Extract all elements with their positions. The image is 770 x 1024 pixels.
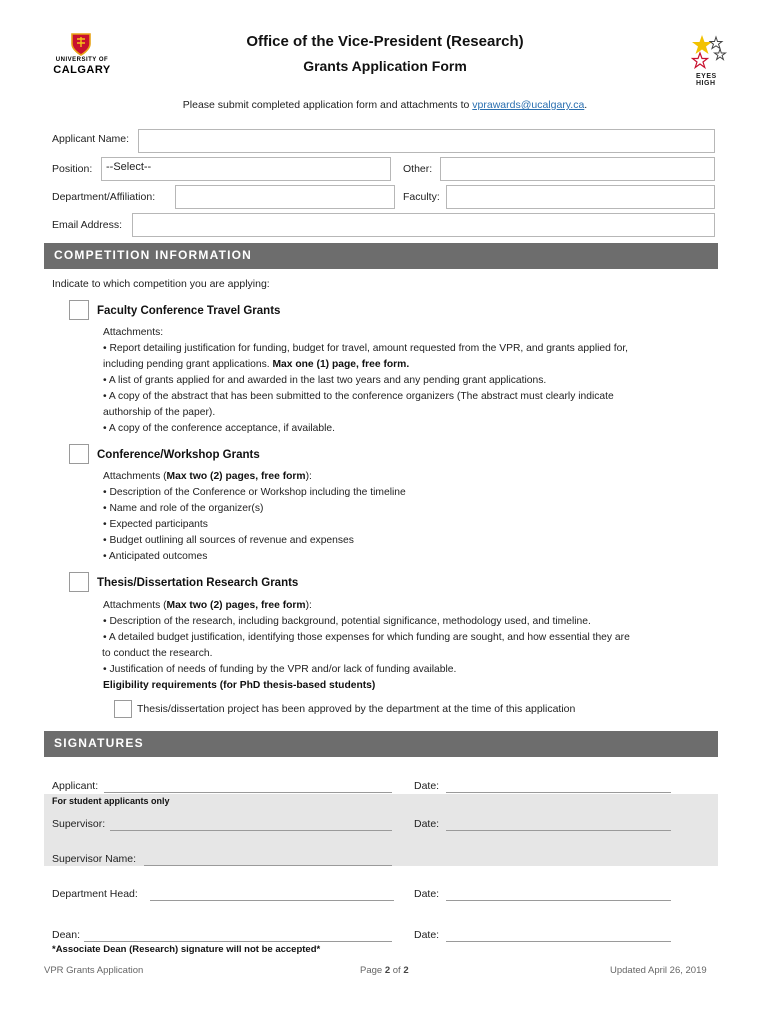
email-input[interactable] bbox=[132, 213, 715, 237]
supervisor-date-line[interactable] bbox=[446, 830, 671, 831]
supervisor-name-line[interactable] bbox=[144, 865, 392, 866]
applicant-date-line[interactable] bbox=[446, 792, 671, 793]
department-head-signature-line[interactable] bbox=[150, 900, 394, 901]
thesis-approval-label: Thesis/dissertation project has been approved by the department at the time of this application bbox=[137, 703, 576, 715]
thesis-approval-checkbox[interactable] bbox=[114, 700, 132, 718]
eligibility-heading: Eligibility requirements (for PhD thesis-based students) bbox=[103, 680, 376, 691]
thesis-grant-attachments: Attachments (Max two (2) pages, free form): • Description of the research, including background, potential significance, methodology used, and timeline. • A detailed budget justification, identifying those expenses for which funding are sought, and how essential they are to conduct the research. • Justification of needs of funding by the VPR and/or lack of funding available. Eligibility requirements (for PhD thesis-based students) bbox=[102, 600, 630, 691]
dean-date-line[interactable] bbox=[446, 941, 671, 942]
page-title: Office of the Vice-President (Research) bbox=[246, 33, 524, 50]
thesis-grant-checkbox[interactable] bbox=[69, 572, 89, 592]
workshop-grant-attachments: Attachments (Max two (2) pages, free form): • Description of the Conference or Workshop including the timeline • Name and role of the organizer(s) • Expected participants • Budget outlining all sources of revenue and expenses • Anticipated outcomes bbox=[103, 471, 406, 562]
logo-text-calgary: CALGARY bbox=[53, 64, 111, 76]
dean-date-label: Date: bbox=[414, 929, 440, 941]
footer-updated: Updated April 26, 2019 bbox=[610, 965, 707, 976]
supervisor-name-label: Supervisor Name: bbox=[52, 853, 137, 865]
dean-signature-line[interactable] bbox=[84, 941, 392, 942]
position-select[interactable] bbox=[101, 157, 391, 181]
position-label: Position: bbox=[52, 163, 93, 175]
department-head-date-line[interactable] bbox=[446, 900, 671, 901]
workshop-grant-title: Conference/Workshop Grants bbox=[97, 449, 260, 461]
travel-grant-attachments: Attachments: • Report detailing justification for funding, budget for travel, amount requested from the VPR, and grants applied for, including pending grant applications. Max one (1) page, free form. • A list of grants applied for and awarded in the last two years and any pending grant applications. • A copy of the abstract that has been submitted to the conference organizers (The abstract must clearly indicate authorship of the paper). • A copy of the conference acceptance, if available. bbox=[103, 327, 629, 434]
applicant-name-label: Applicant Name: bbox=[52, 133, 130, 145]
position-select-value: --Select-- bbox=[106, 161, 152, 173]
applicant-signature-label: Applicant: bbox=[52, 780, 99, 792]
page-subtitle: Grants Application Form bbox=[303, 58, 467, 74]
logo-text-university: UNIVERSITY OF bbox=[55, 57, 109, 63]
faculty-label: Faculty: bbox=[403, 191, 440, 203]
competition-section-header: COMPETITION INFORMATION bbox=[44, 243, 718, 269]
supervisor-signature-line[interactable] bbox=[110, 830, 392, 831]
supervisor-signature-label: Supervisor: bbox=[52, 818, 106, 830]
footer-left: VPR Grants Application bbox=[44, 965, 144, 976]
dean-signature-label: Dean: bbox=[52, 929, 81, 941]
competition-instruction: Indicate to which competition you are applying: bbox=[52, 278, 270, 290]
page-number: Page 2 of 2 bbox=[360, 965, 409, 976]
applicant-date-label: Date: bbox=[414, 780, 440, 792]
supervisor-date-label: Date: bbox=[414, 818, 440, 830]
dean-note: *Associate Dean (Research) signature will not be accepted* bbox=[52, 944, 321, 955]
email-label: Email Address: bbox=[52, 219, 123, 231]
thesis-grant-title: Thesis/Dissertation Research Grants bbox=[97, 577, 299, 589]
travel-grant-title: Faculty Conference Travel Grants bbox=[97, 305, 281, 317]
department-label: Department/Affiliation: bbox=[52, 191, 156, 203]
submit-instruction: Please submit completed application form and attachments to vprawards@ucalgary.ca. bbox=[182, 99, 588, 111]
travel-grant-checkbox[interactable] bbox=[69, 300, 89, 320]
eyes-high-text: EYES HIGH bbox=[696, 73, 717, 87]
department-input[interactable] bbox=[175, 185, 395, 209]
other-label: Other: bbox=[403, 163, 433, 175]
department-head-signature-label: Department Head: bbox=[52, 888, 138, 900]
applicant-signature-line[interactable] bbox=[104, 792, 392, 793]
student-note: For student applicants only bbox=[52, 796, 170, 806]
signatures-section-header: SIGNATURES bbox=[44, 731, 718, 757]
other-input[interactable] bbox=[440, 157, 715, 181]
email-link[interactable]: vprawards@ucalgary.ca bbox=[472, 99, 585, 111]
faculty-input[interactable] bbox=[446, 185, 715, 209]
department-head-date-label: Date: bbox=[414, 888, 440, 900]
workshop-grant-checkbox[interactable] bbox=[69, 444, 89, 464]
applicant-name-input[interactable] bbox=[138, 129, 715, 153]
